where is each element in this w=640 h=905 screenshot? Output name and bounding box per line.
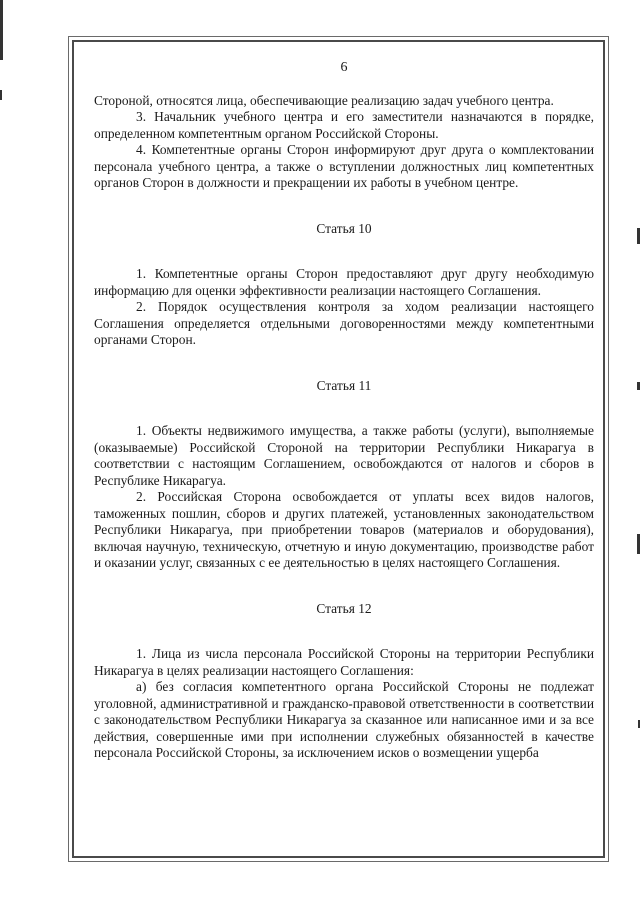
paragraph: 1. Объекты недвижимого имущества, а также работы (услуги), выполняемые (оказываемые) Российской Стороной на территории Республики Никарагуа в соответствии с настоящим Соглашением, освобождаются от налогов и сборов в Республике Никарагуа. <box>94 423 594 488</box>
paragraph: 4. Компетентные органы Сторон информируют друг друга о комплектовании персонала учебного центра, а также о вступлении должностных лиц компетентных органов Сторон в должности и прекращении их работы в учебном центре. <box>94 142 594 190</box>
spacer <box>94 192 594 221</box>
article-heading: Статья 12 <box>316 600 372 616</box>
spacer <box>94 617 594 646</box>
spacer <box>94 237 594 266</box>
article-heading: Статья 10 <box>316 220 372 236</box>
scan-mark-left-top <box>0 0 3 60</box>
article-heading: Статья 11 <box>316 377 372 393</box>
spacer <box>94 349 594 378</box>
spacer <box>94 394 594 423</box>
spacer <box>94 572 594 601</box>
scan-mark-left-mid <box>0 90 2 100</box>
paragraph: Стороной, относятся лица, обеспечивающие реализацию задач учебного центра. <box>94 92 554 108</box>
paragraph: а) без согласия компетентного органа Российской Стороны не подлежат уголовной, административной и гражданско-правовой ответственности в соответствии с законодательством Республики Никарагуа за сказанное или написанное ими и за все действия, совершенные ими при исполнении служебных обязанностей в качестве персонала Российской Стороны, за исключением исков о возмещении ущерба <box>94 679 594 760</box>
paragraph: 1. Лица из числа персонала Российской Стороны на территории Республики Никарагуа в целях реализации настоящего Соглашения: <box>94 646 594 678</box>
paragraph: 2. Российская Сторона освобождается от уплаты всех видов налогов, таможенных пошлин, сборов и других платежей, установленных законодательством Республики Никарагуа, при приобретении товаров (материалов и оборудования), включая научную, техническую, отчетную и иную документацию, производстве работ и оказании услуг, связанных с ее деятельностью в целях настоящего Соглашения. <box>94 489 594 570</box>
document-body <box>94 60 594 762</box>
paragraph: 2. Порядок осуществления контроля за ходом реализации настоящего Соглашения определяется отдельными договоренностями между компетентными органами Сторон. <box>94 299 594 347</box>
page-number: 6 <box>340 60 348 75</box>
paragraph: 1. Компетентные органы Сторон предоставляют друг другу необходимую информацию для оценки эффективности реализации настоящего Соглашения. <box>94 266 594 298</box>
paragraph: 3. Начальник учебного центра и его заместители назначаются в порядке, определенном компетентным органом Российской Стороны. <box>94 109 594 141</box>
